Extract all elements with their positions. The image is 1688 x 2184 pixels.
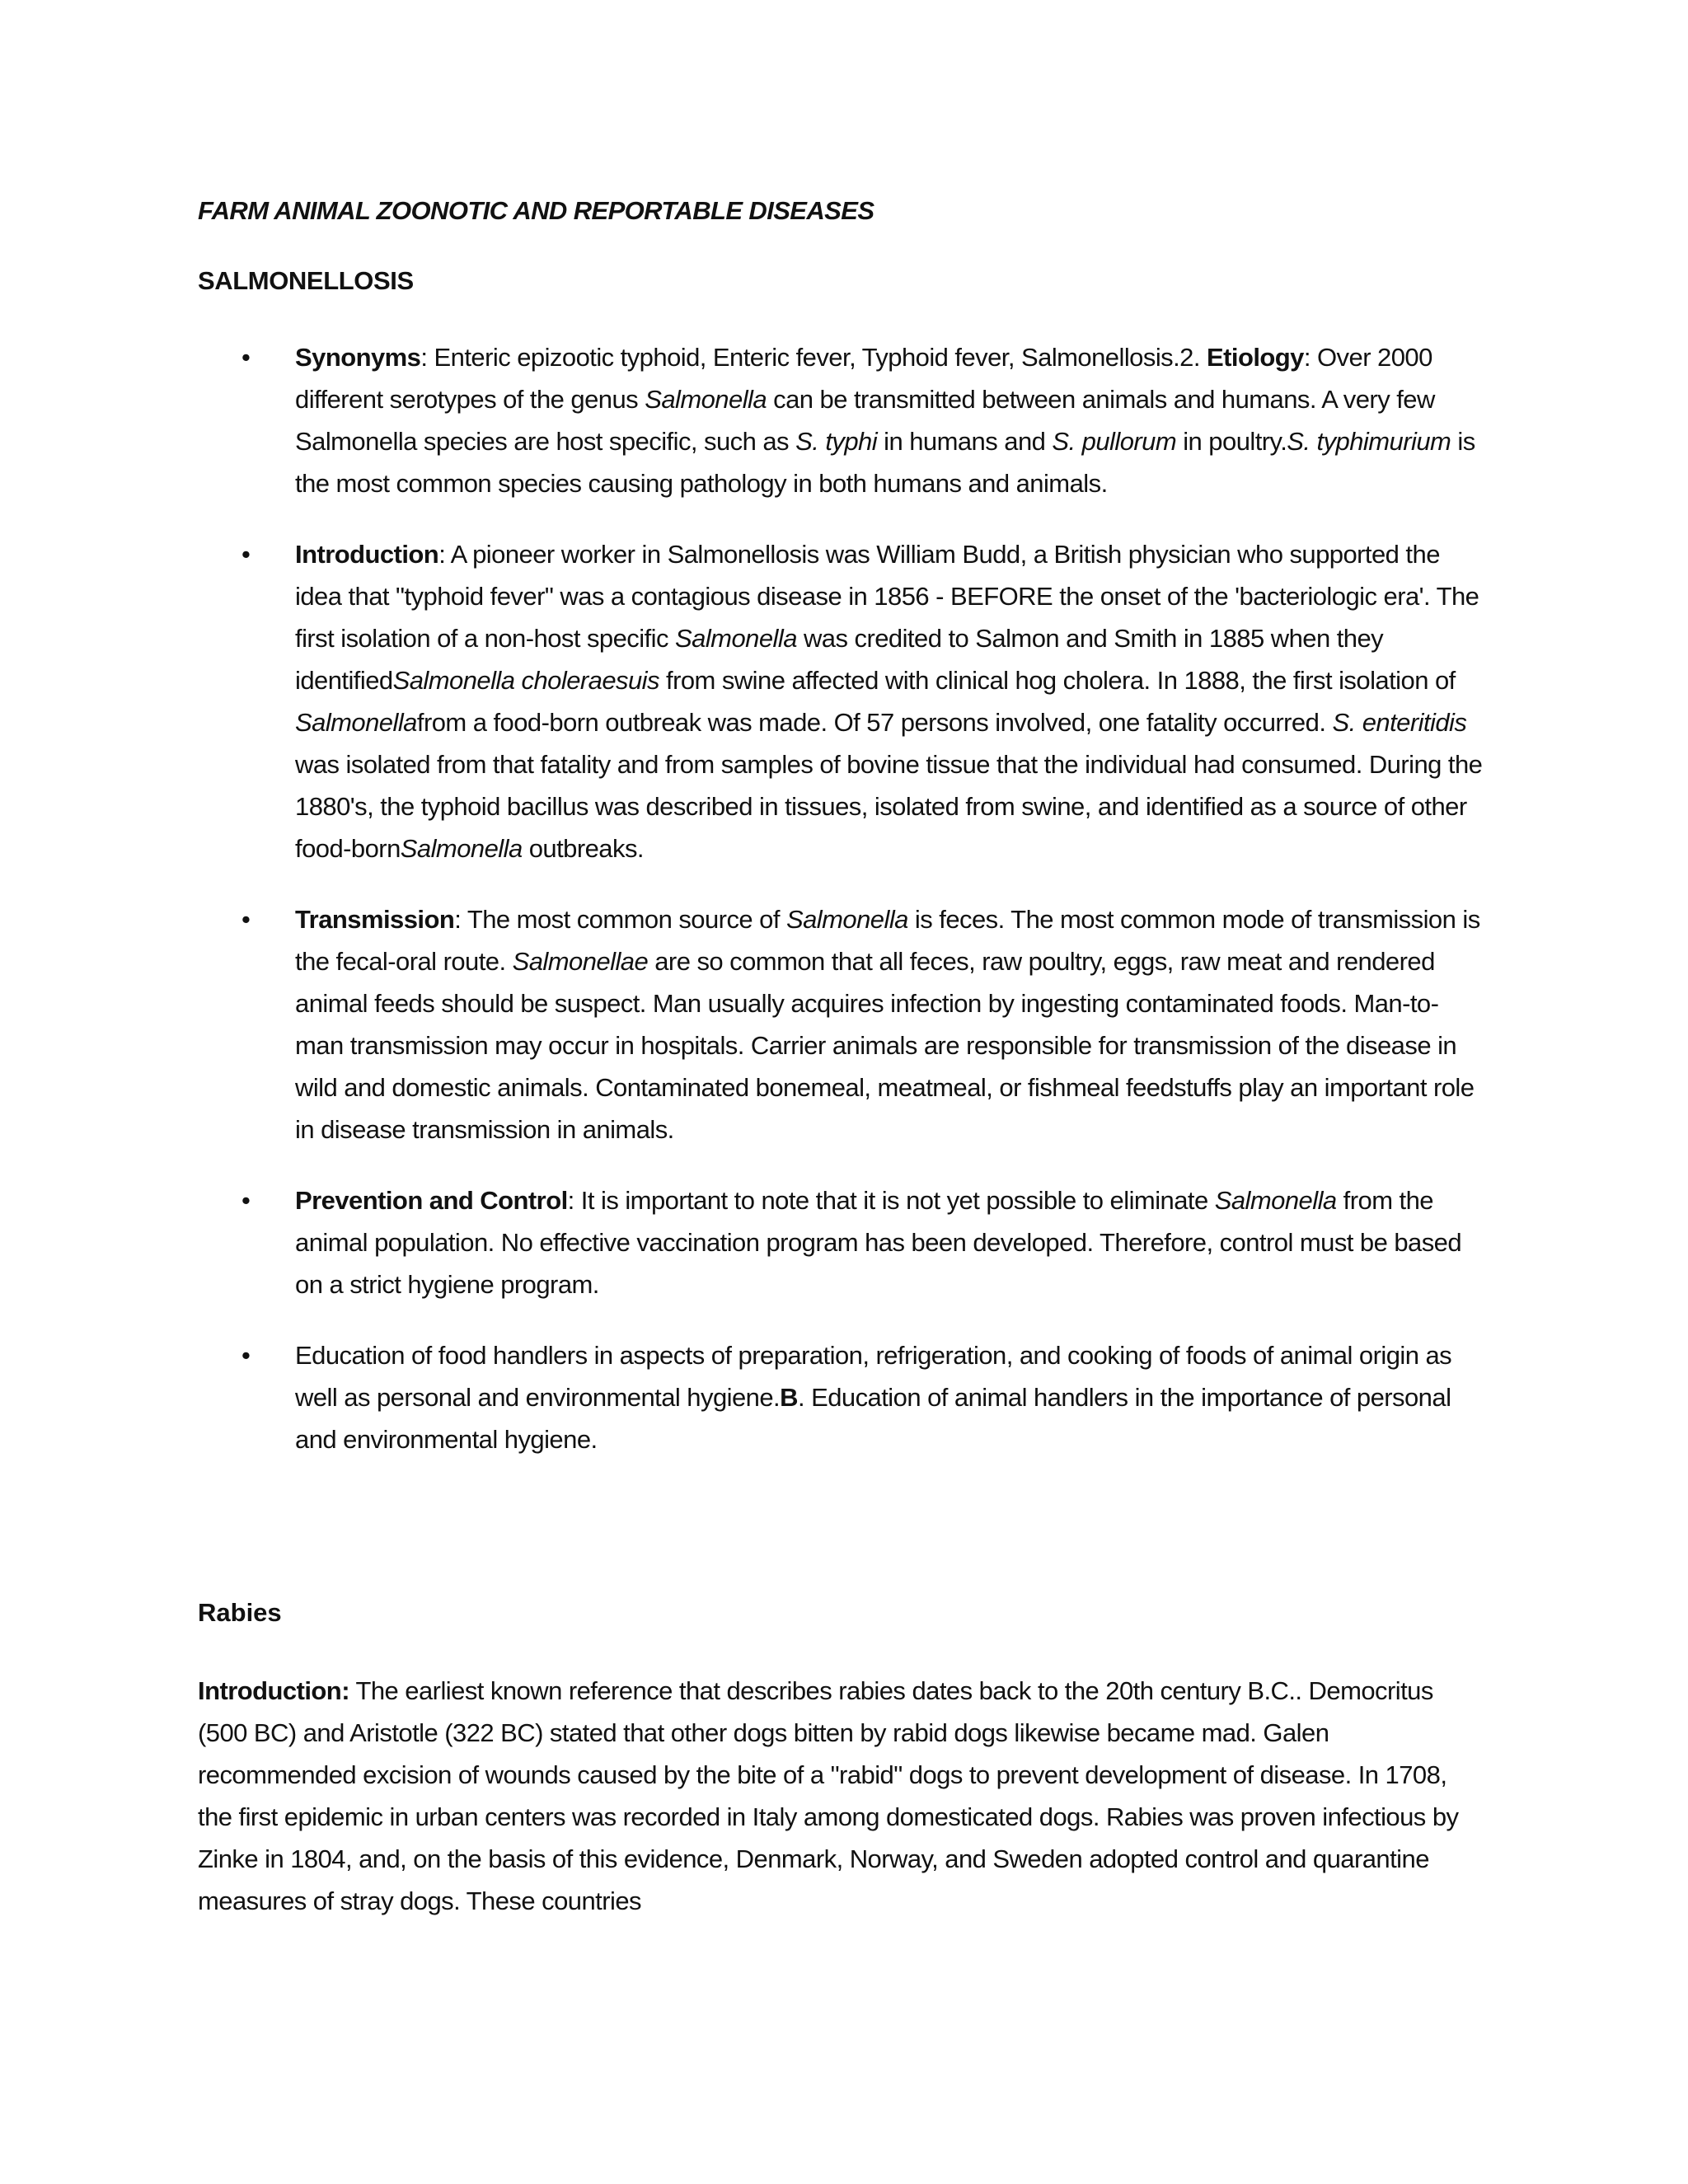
synonyms-label: Synonyms	[295, 343, 421, 372]
bullet-icon: •	[241, 905, 251, 934]
section-heading-salmonellosis: SALMONELLOSIS	[198, 266, 414, 295]
genus-name: Salmonella	[645, 385, 767, 414]
species-name: Salmonella choleraesuis	[392, 666, 659, 695]
genus-name: Salmonella	[1214, 1186, 1337, 1215]
bullet-education: • Education of food handlers in aspects of preparation, refrigeration, and cooking of foods of animal origin as well as personal and environmental hygiene.B. Education of animal handlers in the importance of personal and environmental hygiene.	[198, 1334, 1484, 1460]
bullet-prevention: • Prevention and Control: It is important to note that it is not yet possible to eliminate Salmonella from the animal population. No effective vaccination program has been developed. Therefore, control must be based on a strict hygiene program.	[198, 1179, 1484, 1305]
species-name: S. pullorum	[1052, 427, 1177, 456]
education-b-label: B	[780, 1383, 798, 1412]
species-name: S. typhimurium	[1287, 427, 1451, 456]
transmission-label: Transmission	[295, 905, 455, 934]
rabies-introduction-text: The earliest known reference that describes rabies dates back to the 20th century B.C.. Democritus (500 BC) and Aristotle (322 BC) stated that other dogs bitten by rabid dogs likewise became mad. Galen recommended excision of wounds caused by the bite of a "rabid" dogs to prevent development of disease. In 1708, the first epidemic in urban centers was recorded in Italy among domesticated dogs. Rabies was proven infectious by Zinke in 1804, and, on the basis of this evidence, Denmark, Norway, and Sweden adopted control and quarantine measures of stray dogs. These countries	[198, 1676, 1459, 1915]
rabies-introduction-label: Introduction:	[198, 1676, 349, 1705]
genus-name: Salmonellae	[512, 947, 649, 976]
species-name: S. typhi	[795, 427, 878, 456]
bullet-icon: •	[241, 540, 251, 569]
introduction-label: Introduction	[295, 540, 439, 569]
genus-name: Salmonella	[295, 708, 417, 737]
genus-name: Salmonella	[400, 834, 523, 863]
section-heading-rabies: Rabies	[198, 1598, 282, 1627]
bullet-introduction: • Introduction: A pioneer worker in Salmonellosis was William Budd, a British physician who supported the idea that "typhoid fever" was a contagious disease in 1856 - BEFORE the onset of the 'bacteriologic era'. The first isolation of a non-host specific Salmonella was credited to Salmon and Smith in 1885 when they identifiedSalmonella choleraesuis from swine affected with clinical hog cholera. In 1888, the first isolation of Salmonellafrom a food-born outbreak was made. Of 57 persons involved, one fatality occurred. S. enteritidis was isolated from that fatality and from samples of bovine tissue that the individual had consumed. During the 1880's, the typhoid bacillus was described in tissues, isolated from swine, and identified as a source of other food-bornSalmonella outbreaks.	[198, 533, 1484, 869]
bullet-transmission: • Transmission: The most common source of Salmonella is feces. The most common mode of transmission is the fecal-oral route. Salmonellae are so common that all feces, raw poultry, eggs, raw meat and rendered animal feeds should be suspect. Man usually acquires infection by ingesting contaminated foods. Man-to-man transmission may occur in hospitals. Carrier animals are responsible for transmission of the disease in wild and domestic animals. Contaminated bonemeal, meatmeal, or fishmeal feedstuffs play an important role in disease transmission in animals.	[198, 898, 1484, 1151]
document-title: FARM ANIMAL ZOONOTIC AND REPORTABLE DISEASES	[198, 196, 874, 225]
bullet-icon: •	[241, 1341, 251, 1370]
bullet-icon: •	[241, 1186, 251, 1215]
prevention-label: Prevention and Control	[295, 1186, 568, 1215]
genus-name: Salmonella	[675, 624, 797, 653]
species-name: S. enteritidis	[1332, 708, 1467, 737]
bullet-icon: •	[241, 343, 251, 372]
bullet-synonyms: • Synonyms: Enteric epizootic typhoid, Enteric fever, Typhoid fever, Salmonellosis.2. Etiology: Over 2000 different serotypes of the genus Salmonella can be transmitted between animals and humans. A very few Salmonella species are host specific, such as S. typhi in humans and S. pullorum in poultry.S. typhimurium is the most common species causing pathology in both humans and animals.	[198, 336, 1484, 504]
genus-name: Salmonella	[785, 905, 908, 934]
etiology-label: Etiology	[1206, 343, 1304, 372]
rabies-introduction-paragraph	[198, 1670, 1484, 1922]
salmonellosis-bullet-list	[198, 336, 1484, 1489]
